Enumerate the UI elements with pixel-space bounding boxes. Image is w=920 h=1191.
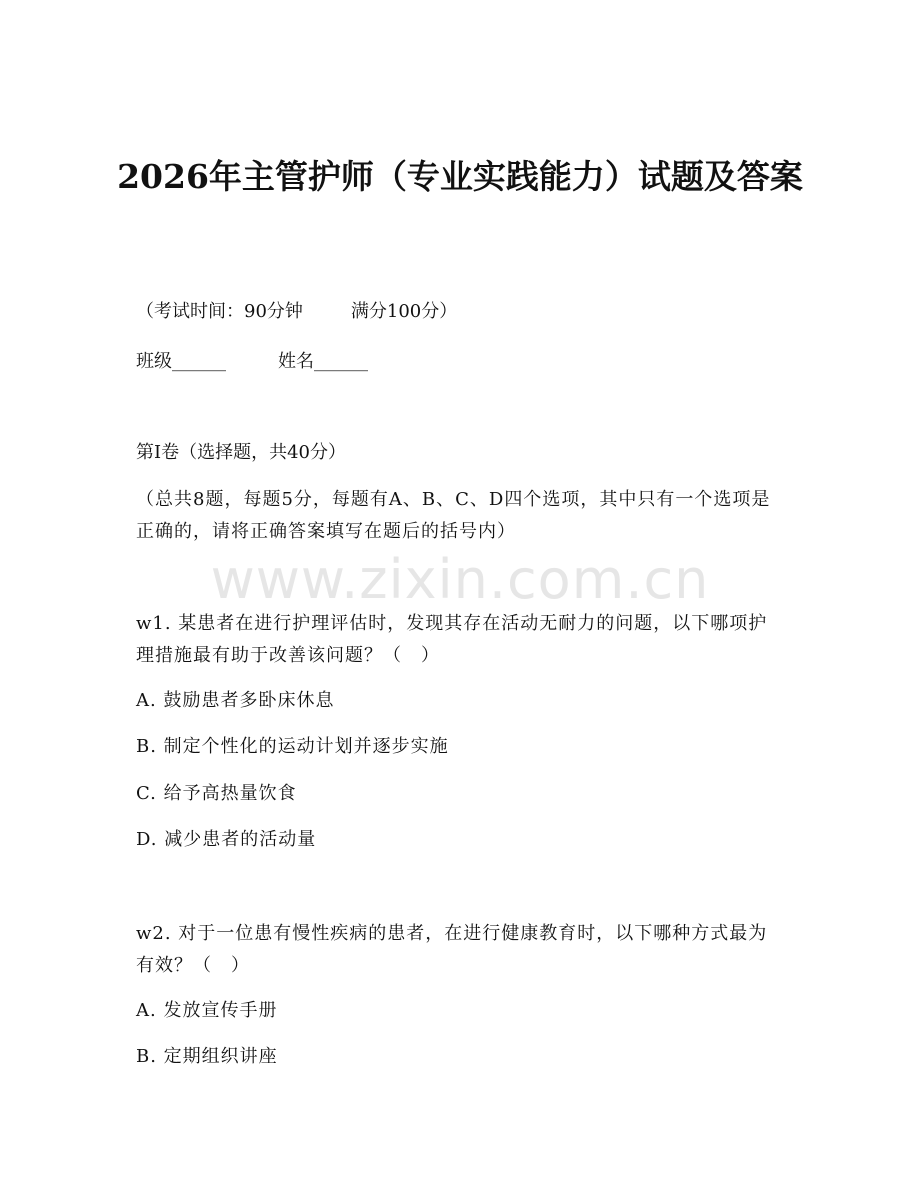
watermark: www.zixin.com.cn (210, 548, 710, 611)
class-field-label: 班级______ (136, 351, 226, 372)
exam-score: 满分100分） (350, 301, 458, 322)
exam-info (136, 298, 457, 326)
document-title: 2026年主管护师（专业实践能力）试题及答案 (117, 157, 803, 196)
question-1-option-a: A. 鼓励患者多卧床休息 (136, 690, 335, 711)
question-1-option-b: B. 制定个性化的运动计划并逐步实施 (136, 736, 449, 757)
question-2-option-a: A. 发放宣传手册 (136, 1000, 278, 1021)
student-info (136, 348, 368, 376)
question-2-option-b: B. 定期组织讲座 (136, 1046, 278, 1067)
question-1-stem: w1. 某患者在进行护理评估时，发现其存在活动无耐力的问题，以下哪项护理措施最有助于改善该问题？（ ） (136, 613, 768, 666)
name-field-label: 姓名______ (278, 351, 368, 372)
section-heading: 第I卷（选择题，共40分） (136, 442, 347, 463)
question-1-option-d: D. 减少患者的活动量 (136, 829, 317, 850)
section-instructions: （总共8题，每题5分，每题有A、B、C、D四个选项，其中只有一个选项是正确的，请将正确答案填写在题后的括号内） (136, 489, 771, 542)
question-2-stem: w2. 对于一位患有慢性疾病的患者，在进行健康教育时，以下哪种方式最为有效？（ ） (136, 923, 768, 976)
exam-time: （考试时间：90分钟 (136, 301, 303, 322)
question-1-option-c: C. 给予高热量饮食 (136, 783, 297, 804)
